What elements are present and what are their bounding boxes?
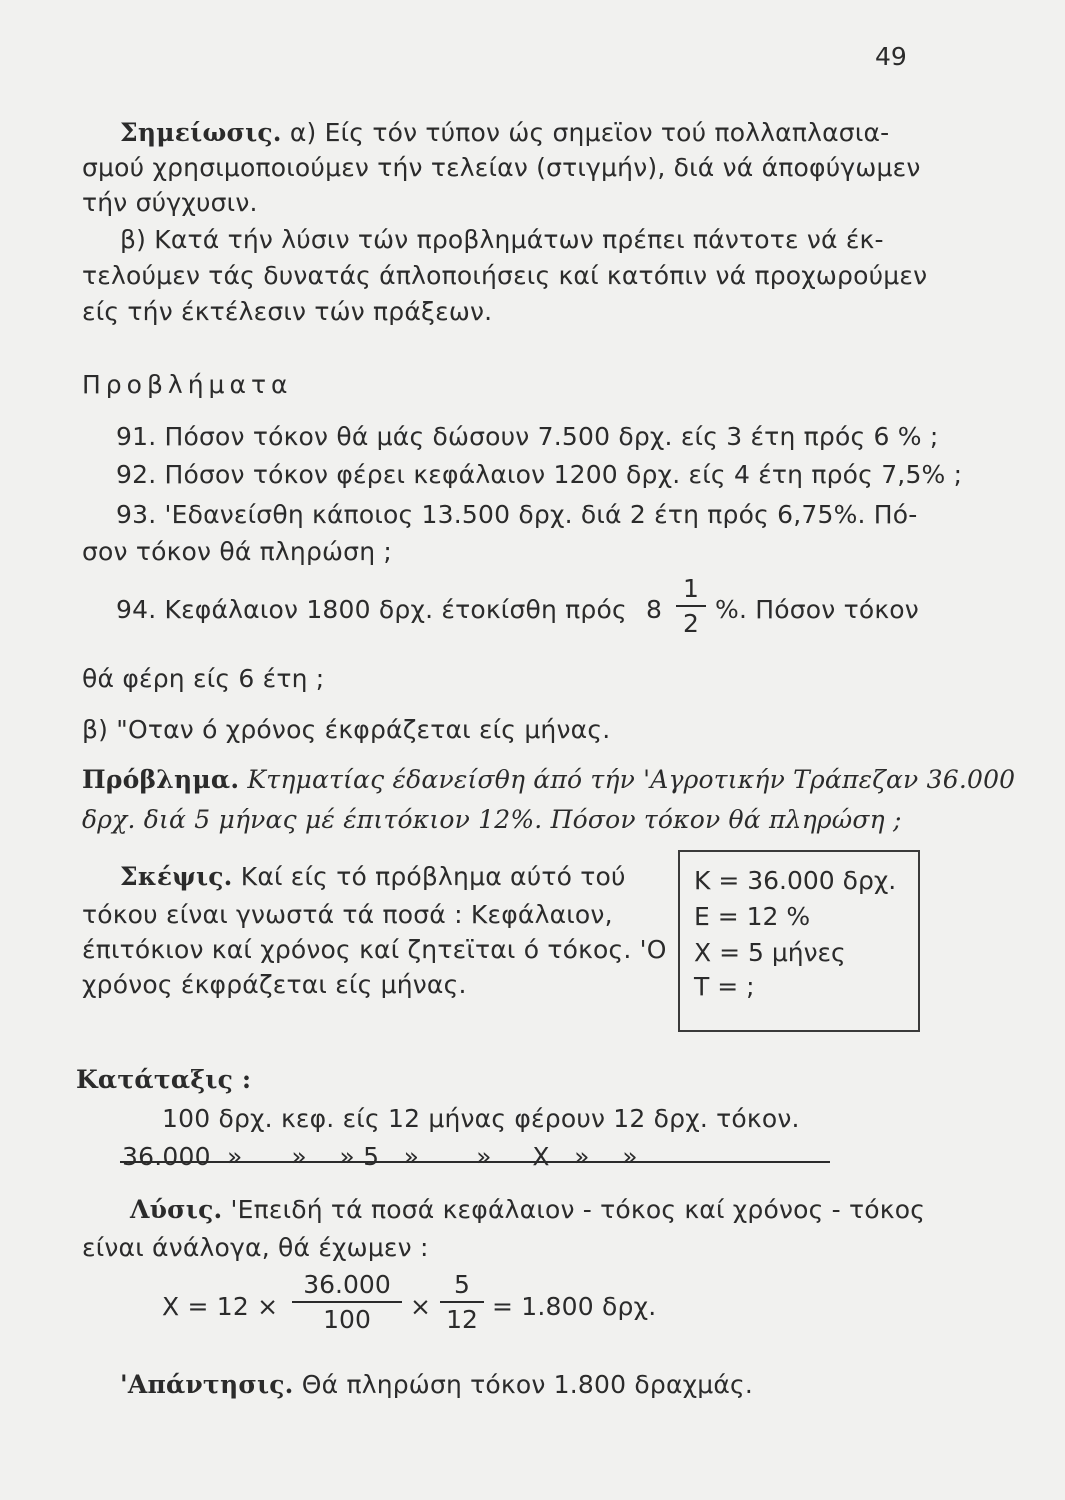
answer-line [120, 1370, 753, 1400]
given-x: Χ = 5 μήνες [694, 938, 846, 967]
problem-93-line-1: 93. 'Εδανείσθη κάποιος 13.500 δρχ. διά 2 έτη πρός 6,75%. Πό- [116, 500, 918, 529]
equation-fraction-2 [440, 1270, 484, 1334]
solution-line-1 [130, 1195, 925, 1225]
equation-fraction-2-numerator: 5 [454, 1270, 470, 1299]
problem-line-2: δρχ. διά 5 μήνας μέ έπιτόκιον 12%. Πόσον τόκον θά πληρώση ; [82, 805, 902, 834]
arrangement-row-1: 100 δρχ. κεφ. είς 12 μήνας φέρουν 12 δρχ. τόκον. [162, 1104, 800, 1133]
problem-94-fraction [676, 574, 706, 638]
equation-fraction-1 [292, 1270, 402, 1334]
problem-92: 92. Πόσον τόκον φέρει κεφάλαιον 1200 δρχ. είς 4 έτη πρός 7,5% ; [116, 460, 963, 489]
problem-94-start: 94. Κεφάλαιον 1800 δρχ. έτοκίσθη πρός [116, 595, 627, 624]
problem-94-fraction-bar [676, 605, 706, 607]
thinking-line-2: τόκου είναι γνωστά τά ποσά : Κεφάλαιον, [82, 900, 613, 929]
equation-left: Χ = 12 × [162, 1292, 279, 1321]
given-e: Ε = 12 % [694, 902, 811, 931]
problem-line-1 [82, 765, 1015, 795]
section-b-heading: β) "Οταν ό χρόνος έκφράζεται είς μήνας. [82, 715, 611, 744]
thinking-text-1: Καί είς τό πρόβλημα αύτό τού [232, 862, 626, 891]
note-a-text: α) Είς τόν τύπον ώς σημεϊον τού πολλαπλασια- [281, 118, 890, 147]
solution-label: Λύσις. [130, 1195, 223, 1224]
problem-94-end: %. Πόσον τόκον [715, 595, 919, 624]
problem-94-denominator: 2 [683, 609, 699, 638]
problem-91: 91. Πόσον τόκον θά μάς δώσουν 7.500 δρχ. είς 3 έτη πρός 6 % ; [116, 422, 939, 451]
problem-94-whole: 8 [646, 595, 663, 624]
thinking-line-3: έπιτόκιον καί χρόνος καί ζητεϊται ό τόκος. 'Ο [82, 935, 667, 964]
equation-fraction-1-numerator: 36.000 [303, 1270, 391, 1299]
given-t: Τ = ; [694, 972, 755, 1001]
problem-94-line-2: θά φέρη είς 6 έτη ; [82, 664, 325, 693]
equation-fraction-1-bar [292, 1301, 402, 1303]
page-number: 49 [875, 42, 907, 71]
problem-label: Πρόβλημα. [82, 765, 240, 794]
note-a-line-3: τήν σύγχυσιν. [82, 188, 258, 217]
arrangement-row-2: 36.000 » » » 5 » » Χ » » [122, 1142, 638, 1171]
given-k: Κ = 36.000 δρχ. [694, 866, 897, 895]
problem-93-line-2: σον τόκον θά πληρώση ; [82, 537, 393, 566]
answer-label: 'Απάντησις. [120, 1370, 294, 1399]
note-b-line-1: β) Κατά τήν λύσιν τών προβλημάτων πρέπει πάντοτε νά έκ- [120, 225, 884, 254]
equation-times: × [410, 1292, 432, 1321]
thinking-line-1 [120, 862, 626, 892]
equation-right: = 1.800 δρχ. [492, 1292, 657, 1321]
note-a-line-2: σμού χρησιμοποιούμεν τήν τελείαν (στιγμήν), διά νά άποφύγωμεν [82, 153, 921, 182]
problem-94-numerator: 1 [683, 574, 699, 603]
note-a-line-1 [120, 118, 889, 148]
solution-line-2: είναι άνάλογα, θά έχωμεν : [82, 1233, 429, 1262]
thinking-label: Σκέψις. [120, 862, 233, 891]
equation-fraction-2-bar [440, 1301, 484, 1303]
equation-fraction-1-denominator: 100 [323, 1305, 371, 1334]
equation-fraction-2-denominator: 12 [446, 1305, 478, 1334]
arrangement-underline [120, 1161, 830, 1163]
given-values-box [678, 850, 920, 1032]
answer-text: Θά πληρώση τόκον 1.800 δραχμάς. [293, 1370, 754, 1399]
arrangement-label: Κατάταξις : [76, 1065, 252, 1094]
note-b-line-3: είς τήν έκτέλεσιν τών πράξεων. [82, 297, 493, 326]
note-label: Σημείωσις. [120, 118, 282, 147]
problems-heading: Προβλήματα [82, 370, 293, 399]
thinking-line-4: χρόνος έκφράζεται είς μήνας. [82, 970, 467, 999]
problem-text-1: Κτηματίας έδανείσθη άπό τήν 'Αγροτικήν Τράπεζαν 36.000 [239, 765, 1016, 794]
note-b-line-2: τελούμεν τάς δυνατάς άπλοποιήσεις καί κατόπιν νά προχωρούμεν [82, 261, 928, 290]
solution-text-1: 'Επειδή τά ποσά κεφάλαιον - τόκος καί χρόνος - τόκος [222, 1195, 926, 1224]
